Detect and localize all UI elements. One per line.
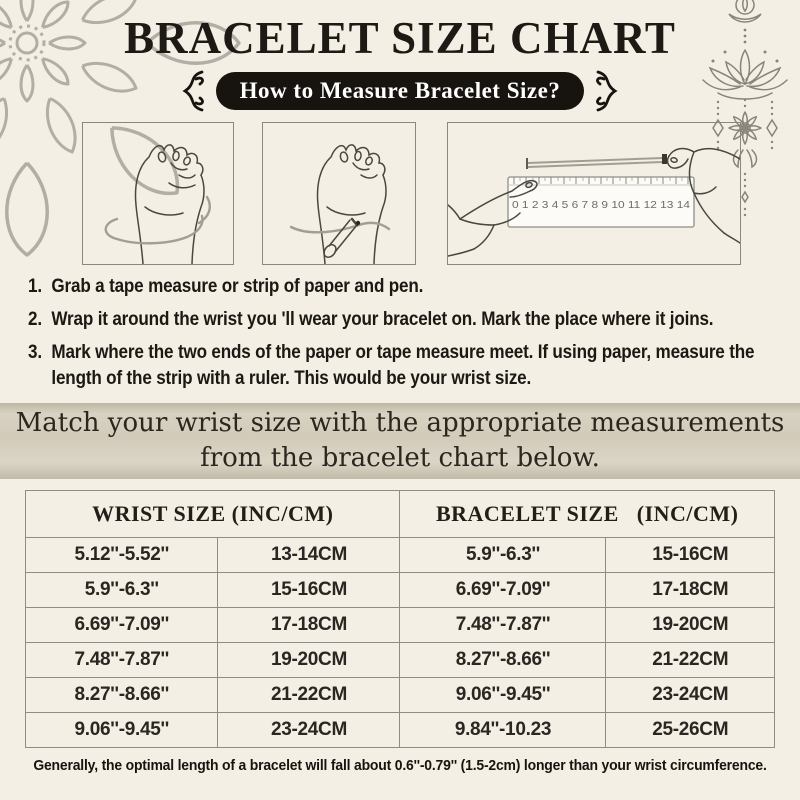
bracelet-inch-cell: 9.06''-9.45'': [400, 678, 606, 713]
wrist-cm-cell: 15-16CM: [218, 573, 400, 608]
bracelet-cm-cell: 17-18CM: [606, 573, 775, 608]
wrist-cm-cell: 23-24CM: [218, 713, 400, 748]
bracelet-inch-cell: 8.27''-8.66'': [400, 643, 606, 678]
footer-note: Generally, the optimal length of a bracelet will fall about 0.6''-0.79'' (1.5-2cm) longer than your wrist circumference.: [33, 757, 767, 774]
ruler-numbers: 0 1 2 3 4 5 6 7 8 9 10 11 12 13 14: [512, 200, 691, 211]
illustration-measure-ruler: [447, 122, 741, 265]
wrist-cm-cell: 17-18CM: [218, 608, 400, 643]
bracelet-inch-cell: 9.84''-10.23: [400, 713, 606, 748]
banner-line-2: from the bracelet chart below.: [200, 443, 600, 473]
step-3: [28, 340, 789, 392]
table-row: [26, 608, 775, 643]
badge-row: [0, 69, 800, 113]
step-text: Grab a tape measure or strip of paper and pen.: [51, 276, 424, 297]
wrist-inch-cell: 5.9''-6.3'': [26, 573, 218, 608]
bracelet-cm-cell: 21-22CM: [606, 643, 775, 678]
illustration-mark-wrist: [262, 122, 416, 265]
illustration-wrap-wrist: [82, 122, 234, 265]
wrist-inch-cell: 6.69''-7.09'': [26, 608, 218, 643]
bracelet-cm-cell: 23-24CM: [606, 678, 775, 713]
step-number: 1.: [28, 276, 42, 297]
wrist-size-header: WRIST SIZE (INC/CM): [26, 491, 400, 538]
table-row: [26, 643, 775, 678]
wrist-cm-cell: 21-22CM: [218, 678, 400, 713]
bracelet-cm-cell: 19-20CM: [606, 608, 775, 643]
table-header-row: [26, 491, 775, 538]
table-row: [26, 713, 775, 748]
bracelet-inch-cell: 6.69''-7.09'': [400, 573, 606, 608]
wrist-inch-cell: 5.12''-5.52'': [26, 538, 218, 573]
measure-steps-list: [28, 274, 789, 399]
bracelet-inch-cell: 7.48''-7.87'': [400, 608, 606, 643]
step-number: 2.: [28, 309, 42, 330]
page-title: BRACELET SIZE CHART: [124, 13, 676, 63]
badge-how-to-measure: How to Measure Bracelet Size?: [216, 72, 585, 110]
right-flourish-icon: [594, 69, 624, 113]
table-row: [26, 573, 775, 608]
bracelet-cm-cell: 25-26CM: [606, 713, 775, 748]
wrist-cm-cell: 13-14CM: [218, 538, 400, 573]
step-2: [28, 307, 789, 333]
hand-with-tape-icon: [83, 123, 233, 264]
step-text: Mark where the two ends of the paper or tape measure meet. If using paper, measure the length of the strip with a ruler. This would be your wrist size.: [51, 342, 755, 389]
wrist-inch-cell: 8.27''-8.66'': [26, 678, 218, 713]
bracelet-size-header: BRACELET SIZE (INC/CM): [400, 491, 775, 538]
wrist-cm-cell: 19-20CM: [218, 643, 400, 678]
step-1: [28, 274, 789, 300]
bracelet-inch-cell: 5.9''-6.3'': [400, 538, 606, 573]
table-row: [26, 538, 775, 573]
hands-with-ruler-icon: [448, 123, 740, 264]
wrist-inch-cell: 7.48''-7.87'': [26, 643, 218, 678]
bracelet-cm-cell: 15-16CM: [606, 538, 775, 573]
size-chart-table: [25, 490, 775, 748]
match-size-banner: [0, 403, 800, 479]
step-text: Wrap it around the wrist you 'll wear your bracelet on. Mark the place where it joins.: [51, 309, 714, 330]
step-number: 3.: [28, 342, 42, 363]
table-row: [26, 678, 775, 713]
left-flourish-icon: [176, 69, 206, 113]
wrist-inch-cell: 9.06''-9.45'': [26, 713, 218, 748]
hand-with-pen-icon: [263, 123, 415, 264]
banner-line-1: Match your wrist size with the appropriate measurements: [15, 408, 785, 438]
